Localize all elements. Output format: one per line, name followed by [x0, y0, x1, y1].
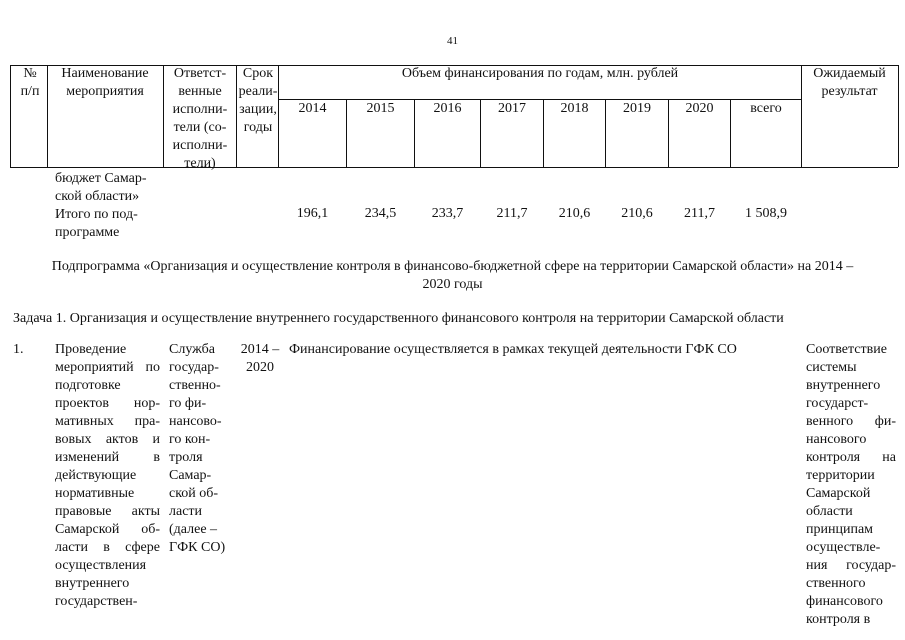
- total-2018: 210,6: [558, 206, 591, 221]
- grid-line: [801, 65, 802, 167]
- year-2020: 2020: [685, 101, 714, 116]
- year-2016: 2016: [433, 101, 462, 116]
- subprogram-title: Подпрограмма «Организация и осуществление контроля в финансово-бюджетной сфере на территории Самарской области» на 2014 – 2020 годы: [51, 259, 854, 292]
- total-2014: 196,1: [296, 206, 329, 221]
- grid-line: [898, 65, 899, 167]
- header-number: № п/п: [20, 66, 40, 99]
- row-result: Соответствие системы внутреннего государст-венного фи-нансового контроля на территории Самарской области принципам осуществле-ния государ-ственного финансового контроля в: [806, 342, 896, 627]
- grid-line: [163, 65, 164, 167]
- budget-text: бюджет Самар-ской области»: [55, 171, 147, 204]
- table-bottom-border: [10, 167, 898, 168]
- year-2017: 2017: [498, 101, 526, 116]
- total-2017: 211,7: [496, 206, 528, 221]
- header-term: Срок реали-зации, годы: [238, 66, 278, 135]
- year-2014: 2014: [298, 101, 327, 116]
- header-result: Ожидаемый результат: [813, 66, 886, 99]
- grid-line: [47, 65, 48, 167]
- grid-line: [236, 65, 237, 167]
- year-total: всего: [750, 101, 782, 116]
- row-financing: Финансирование осуществляется в рамках текущей деятельности ГФК СО: [289, 342, 737, 357]
- header-name: Наименование мероприятия: [61, 66, 149, 99]
- header-finance: Объем финансирования по годам, млн. рублей: [401, 66, 679, 81]
- row-name: Проведение мероприятий по подготовке проектов нор-мативных пра-вовых актов и изменений в действующие нормативные правовые акты Самарской об-ласти в сфере осуществления внутреннего государствен-: [55, 342, 160, 609]
- total-2019: 210,6: [621, 206, 653, 221]
- task-title: Задача 1. Организация и осуществление внутреннего государственного финансового контроля на территории Самарской области: [13, 311, 784, 326]
- year-2018: 2018: [560, 101, 589, 116]
- total-all: 1 508,9: [745, 206, 787, 221]
- row-executor: Служба государ-ственно-го фи-нансово-го кон-троля Самар-ской об-ласти (далее – ГФК СО): [169, 342, 226, 555]
- year-2015: 2015: [366, 101, 395, 116]
- total-2020: 211,7: [684, 206, 715, 221]
- total-2015: 234,5: [364, 206, 397, 221]
- total-2016: 233,7: [431, 206, 464, 221]
- row-number: 1.: [13, 342, 24, 357]
- year-2019: 2019: [623, 101, 651, 116]
- header-executor: Ответст-венные исполни-тели (со-исполни-тели): [172, 66, 228, 171]
- page-number: 41: [447, 35, 458, 47]
- row-term: 2014 – 2020: [240, 342, 280, 375]
- grid-line: [10, 65, 11, 167]
- total-label: Итого по под-программе: [55, 207, 138, 240]
